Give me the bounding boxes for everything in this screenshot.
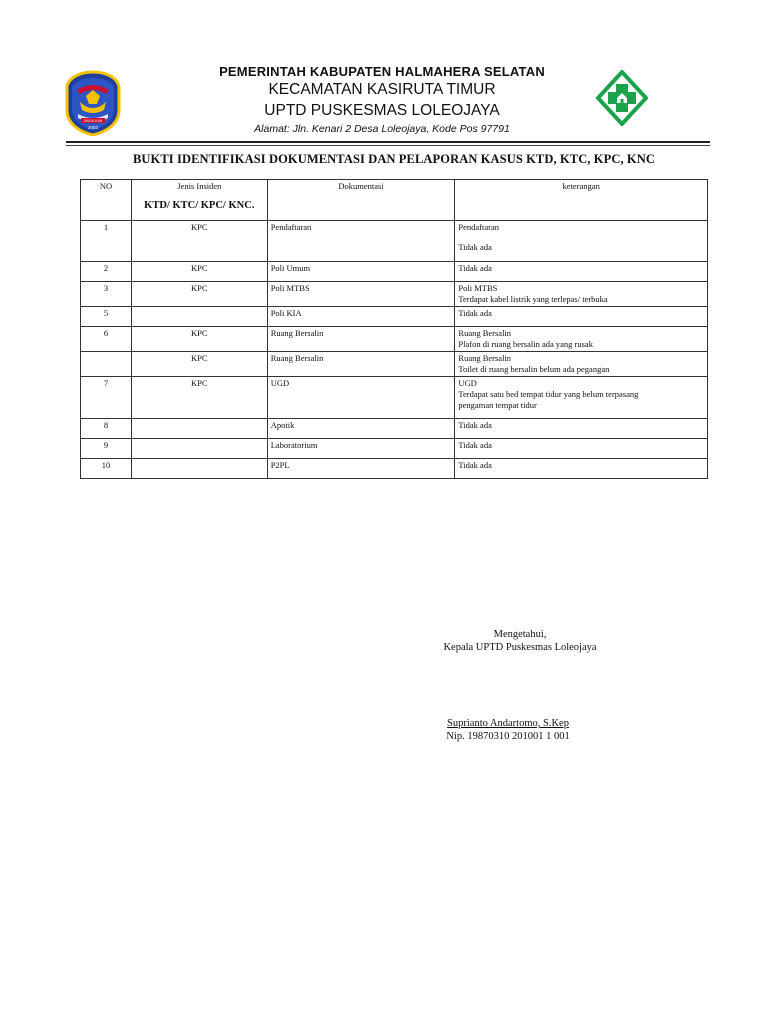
row-no: 1 [81,221,132,262]
row-jenis [131,439,267,459]
header-jenis [131,180,267,221]
keterangan-line: Tidak ada [458,440,492,450]
row-dokumentasi: Laboratorium [267,439,455,459]
keterangan-line: Tidak ada [458,263,492,273]
keterangan-line: Toilet di ruang bersalin belum ada pegangan [458,364,610,374]
row-no: 5 [81,307,132,327]
keterangan-line: UGD [458,378,477,388]
row-keterangan [455,327,708,352]
row-keterangan [455,419,708,439]
row-dokumentasi: Ruang Bersalin [267,327,455,352]
row-no: 6 [81,327,132,352]
header-keterangan: keterangan [455,180,708,221]
row-dokumentasi: Poli Umum [267,262,455,282]
header-no: NO [81,180,132,221]
keterangan-line: Ruang Bersalin [458,353,512,363]
keterangan-line: Terdapat satu bed tempat tidur yang belum terpasang [458,389,639,399]
row-dokumentasi: UGD [267,377,455,419]
table-row [81,439,708,459]
row-keterangan [455,262,708,282]
row-jenis: KPC [131,352,267,377]
row-keterangan [455,307,708,327]
incident-table [80,179,708,479]
row-jenis: KPC [131,327,267,352]
header-jenis-sub: KTD/ KTC/ KPC/ KNC. [144,200,255,211]
row-jenis: KPC [131,221,267,262]
document-title: BUKTI IDENTIFIKASI DOKUMENTASI DAN PELAPORAN KASUS KTD, KTC, KPC, KNC [132,152,655,166]
row-dokumentasi: Pendaftaran [267,221,455,262]
keterangan-line: Terdapat kabel listrik yang terlepas/ terbuka [458,294,608,304]
row-no: 7 [81,377,132,419]
government-name: PEMERINTAH KABUPATEN HALMAHERA SELATAN [219,64,545,79]
row-dokumentasi: Poli KIA [267,307,455,327]
signer-nip: Nip. 19870310 201001 1 001 [446,731,570,742]
signature-block [420,628,620,654]
letterhead-text [182,64,582,137]
regency-emblem-icon [64,70,122,136]
signer-position: Kepala UPTD Puskesmas Loleojaya [443,642,597,653]
table-row [81,419,708,439]
row-keterangan [455,439,708,459]
district-name: KECAMATAN KASIRUTA TIMUR [268,81,496,98]
row-jenis [131,419,267,439]
emblem-year: 2003 [87,125,99,130]
keterangan-line: pengaman tempat tidur [458,400,537,410]
table-row [81,377,708,419]
row-dokumentasi: Poli MTBS [267,282,455,307]
keterangan-line: Ruang Bersalin [458,328,512,338]
row-jenis: KPC [131,282,267,307]
row-dokumentasi: Apotik [267,419,455,439]
header-jenis-label: Jenis Insiden [177,181,222,191]
keterangan-line: Tidak ada [458,420,492,430]
letterhead-rule [66,141,710,143]
row-dokumentasi: Ruang Bersalin [267,352,455,377]
header-dokumentasi: Dokumentasi [267,180,455,221]
keterangan-line: Poli MTBS [458,283,498,293]
row-no: 10 [81,459,132,479]
keterangan-line: Tidak ada [458,460,492,470]
table-row [81,282,708,307]
row-jenis: KPC [131,262,267,282]
row-no: 9 [81,439,132,459]
row-keterangan [455,377,708,419]
table-row [81,327,708,352]
keterangan-line: Pendaftaran [458,222,499,232]
acknowledged-label: Mengetahui, [493,629,547,640]
puskesmas-cross-logo-icon [596,70,648,126]
table-row [81,459,708,479]
table-row [81,352,708,377]
row-jenis [131,307,267,327]
address: Alamat: Jln. Kenari 2 Desa Loleojaya, Kode Pos 97791 [254,123,510,135]
letterhead [62,60,712,146]
row-no: 3 [81,282,132,307]
table-row [81,307,708,327]
table-row [81,262,708,282]
row-no: 8 [81,419,132,439]
keterangan-line: Plafon di ruang bersalin ada yang rusak [458,339,593,349]
keterangan-line: Tidak ada [458,308,492,318]
row-jenis: KPC [131,377,267,419]
row-no: 2 [81,262,132,282]
keterangan-line: Tidak ada [458,242,492,252]
row-keterangan [455,282,708,307]
table-header-row [81,180,708,221]
table-row [81,221,708,262]
emblem-motto: SAIGA KAH [83,119,103,123]
row-keterangan [455,459,708,479]
letterhead-rule-thin [66,145,710,146]
row-keterangan [455,221,708,262]
signer-name: Suprianto Andartomo, S.Kep [447,718,569,729]
puskesmas-name: UPTD PUSKESMAS LOLEOJAYA [264,102,500,119]
row-dokumentasi: P2PL [267,459,455,479]
row-keterangan [455,352,708,377]
row-jenis [131,459,267,479]
signer-identity [408,717,608,743]
row-no [81,352,132,377]
